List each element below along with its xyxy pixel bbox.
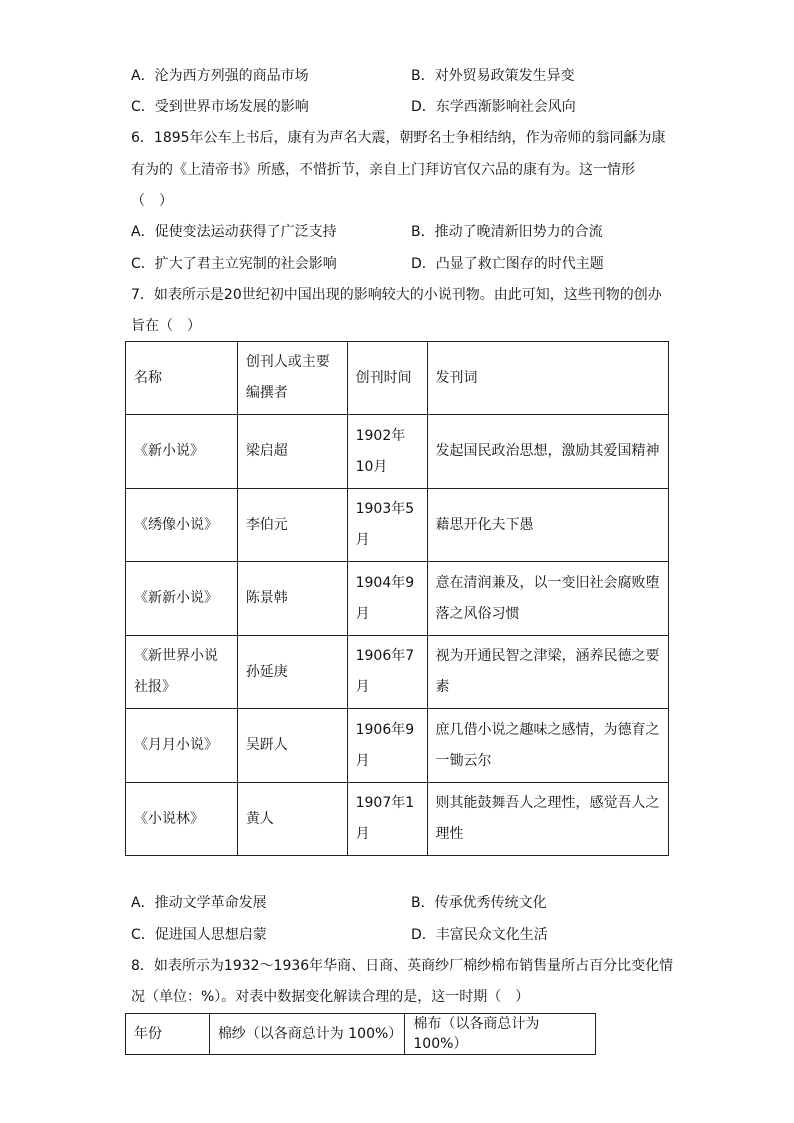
q7-option-b: B．传承优秀传统文化 bbox=[411, 895, 547, 911]
table-cell: 则其能鼓舞吾人之理性，感觉吾人之理性 bbox=[427, 783, 668, 856]
q8-table bbox=[125, 1013, 596, 1055]
table-cell: 陈景韩 bbox=[237, 562, 347, 636]
table-header-cell: 创刊时间 bbox=[347, 342, 427, 415]
q5-option-b: B．对外贸易政策发生异变 bbox=[411, 68, 575, 84]
table-cell: 发起国民政治思想，激励其爱国精神 bbox=[427, 415, 668, 489]
table-header-cell: 年份 bbox=[126, 1014, 210, 1055]
table-cell: 藉思开化夫下愚 bbox=[427, 489, 668, 562]
table-cell: 1906年7月 bbox=[347, 636, 427, 709]
table-cell: 意在清润兼及，以一变旧社会腐败堕落之风俗习惯 bbox=[427, 562, 668, 636]
q6-option-d: D．凸显了救亡图存的时代主题 bbox=[411, 256, 604, 272]
q6-stem-line2: 有为的《上清帝书》所感，不惜折节，亲自上门拜访官仅六品的康有为。这一情形 bbox=[131, 162, 635, 178]
table-header-cell: 创刊人或主要编撰者 bbox=[237, 342, 347, 415]
table-cell: 《绣像小说》 bbox=[126, 489, 238, 562]
table-row bbox=[126, 783, 669, 856]
table-cell: 庶几借小说之趣味之感情，为德育之一锄云尔 bbox=[427, 709, 668, 783]
q5-option-c: C．受到世界市场发展的影响 bbox=[131, 99, 309, 115]
table-header-cell: 棉布（以各商总计为 100%） bbox=[405, 1014, 596, 1055]
table-cell: 《新新小说》 bbox=[126, 562, 238, 636]
table-row bbox=[126, 636, 669, 709]
table-cell: 1904年9月 bbox=[347, 562, 427, 636]
table-cell: 李伯元 bbox=[237, 489, 347, 562]
table-header-row bbox=[126, 1014, 596, 1055]
q6-answer-blank: （ ） bbox=[131, 193, 173, 209]
q6-stem-line1: 6．1895年公车上书后，康有为声名大震，朝野名士争相结纳，作为帝师的翁同龢为康 bbox=[131, 130, 666, 146]
table-cell: 《新小说》 bbox=[126, 415, 238, 489]
q6-option-a: A．促使变法运动获得了广泛支持 bbox=[131, 224, 337, 240]
table-cell: 1906年9月 bbox=[347, 709, 427, 783]
table-cell: 《新世界小说社报》 bbox=[126, 636, 238, 709]
table-row bbox=[126, 415, 669, 489]
q6-option-c: C．扩大了君主立宪制的社会影响 bbox=[131, 256, 337, 272]
table-cell: 孙延庚 bbox=[237, 636, 347, 709]
table-cell: 梁启超 bbox=[237, 415, 347, 489]
q5-option-a: A．沦为西方列强的商品市场 bbox=[131, 68, 309, 84]
table-cell: 1902年10月 bbox=[347, 415, 427, 489]
table-row bbox=[126, 562, 669, 636]
q6-option-b: B．推动了晚清新旧势力的合流 bbox=[411, 224, 603, 240]
table-cell: 《小说林》 bbox=[126, 783, 238, 856]
table-header-cell: 名称 bbox=[126, 342, 238, 415]
table-cell: 1903年5月 bbox=[347, 489, 427, 562]
table-cell: 视为开通民智之津梁，涵养民德之要素 bbox=[427, 636, 668, 709]
q7-option-d: D．丰富民众文化生活 bbox=[411, 927, 548, 943]
table-header-cell: 棉纱（以各商总计为 100%） bbox=[209, 1014, 405, 1055]
table-cell: 《月月小说》 bbox=[126, 709, 238, 783]
q8-stem-line2: 况（单位：%）。对表中数据变化解读合理的是，这一时期（ ） bbox=[131, 989, 530, 1005]
table-row bbox=[126, 709, 669, 783]
q7-table bbox=[125, 341, 669, 856]
q7-stem-line1: 7．如表所示是20世纪初中国出现的影响较大的小说刊物。由此可知，这些刊物的创办 bbox=[131, 287, 662, 303]
q7-option-c: C．促进国人思想启蒙 bbox=[131, 927, 267, 943]
q7-option-a: A．推动文学革命发展 bbox=[131, 895, 267, 911]
table-cell: 黄人 bbox=[237, 783, 347, 856]
table-header-row bbox=[126, 342, 669, 415]
q7-stem-line2: 旨在（ ） bbox=[131, 318, 201, 334]
q5-option-d: D．东学西渐影响社会风向 bbox=[411, 99, 576, 115]
table-header-cell: 发刊词 bbox=[427, 342, 668, 415]
table-cell: 1907年1月 bbox=[347, 783, 427, 856]
table-row bbox=[126, 489, 669, 562]
q8-stem-line1: 8．如表所示为1932～1936年华商、日商、英商纱厂棉纱棉布销售量所占百分比变化情 bbox=[131, 958, 674, 974]
table-cell: 吴趼人 bbox=[237, 709, 347, 783]
